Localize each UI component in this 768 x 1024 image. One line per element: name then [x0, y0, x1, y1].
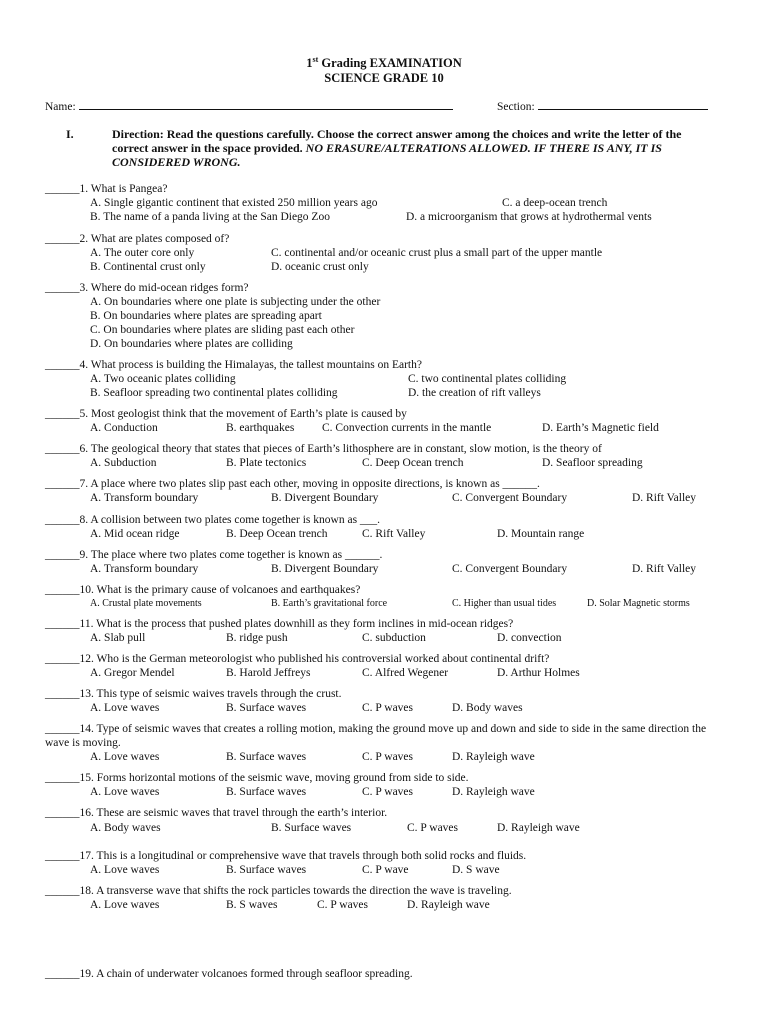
choice-3a: A. On boundaries where one plate is subjecting under the other — [90, 296, 381, 308]
question-7: ______7. A place where two plates slip past each other, moving in opposite directions, is known as ______. — [45, 478, 540, 490]
choice-6c: C. Deep Ocean trench — [362, 457, 464, 469]
question-16: ______16. These are seismic waves that travel through the earth’s interior. — [45, 807, 388, 819]
choice-17c: C. P wave — [362, 864, 409, 876]
choice-4d: D. the creation of rift valleys — [408, 387, 541, 399]
question-8: ______8. A collision between two plates come together is known as ___. — [45, 514, 381, 526]
choice-13a: A. Love waves — [90, 702, 160, 714]
choice-1c: C. a deep-ocean trench — [502, 197, 608, 209]
choice-14c: C. P waves — [362, 751, 414, 763]
choice-13c: C. P waves — [362, 702, 414, 714]
question-3: ______3. Where do mid-ocean ridges form? — [45, 282, 249, 294]
choice-14b: B. Surface waves — [226, 751, 307, 763]
choice-14a: A. Love waves — [90, 751, 160, 763]
direction-number: I. — [66, 127, 74, 141]
choice-11b: B. ridge push — [226, 632, 288, 644]
choice-7b: B. Divergent Boundary — [271, 492, 379, 504]
choice-11d: D. convection — [497, 632, 562, 644]
choice-6d: D. Seafloor spreading — [542, 457, 643, 469]
choice-3c: C. On boundaries where plates are sliding past each other — [90, 324, 355, 336]
choice-4b: B. Seafloor spreading two continental plates colliding — [90, 387, 338, 399]
choice-5c: C. Convection currents in the mantle — [322, 422, 492, 434]
section-line[interactable] — [538, 99, 708, 110]
question-18: ______18. A transverse wave that shifts the rock particles towards the direction the wave is traveling. — [45, 885, 512, 897]
choice-11c: C. subduction — [362, 632, 426, 644]
choice-1d: D. a microorganism that grows at hydrothermal vents — [406, 211, 652, 223]
choice-7a: A. Transform boundary — [90, 492, 199, 504]
section-label: Section: — [497, 101, 535, 113]
question-19: ______19. A chain of underwater volcanoes formed through seafloor spreading. — [45, 968, 413, 980]
choice-7d: D. Rift Valley — [632, 492, 696, 504]
question-15: ______15. Forms horizontal motions of the seismic wave, moving ground from side to side. — [45, 772, 469, 784]
choice-15c: C. P waves — [362, 786, 414, 798]
choice-9a: A. Transform boundary — [90, 563, 199, 575]
question-6: ______6. The geological theory that states that pieces of Earth’s lithosphere are in constant, slow motion, is the theory of — [45, 443, 602, 455]
question-14: ______14. Type of seismic waves that creates a rolling motion, making the ground move up and down and side to side in the same direction the wave is moving. — [45, 723, 707, 749]
section-field[interactable] — [497, 99, 708, 114]
choice-12a: A. Gregor Mendel — [90, 667, 175, 679]
exam-subtitle: SCIENCE GRADE 10 — [324, 71, 444, 85]
choice-16a: A. Body waves — [90, 822, 161, 834]
choice-18a: A. Love waves — [90, 899, 160, 911]
choice-9c: C. Convergent Boundary — [452, 563, 568, 575]
choice-12c: C. Alfred Wegener — [362, 667, 449, 679]
choice-6a: A. Subduction — [90, 457, 157, 469]
choice-1b: B. The name of a panda living at the San Diego Zoo — [90, 211, 330, 223]
choice-17b: B. Surface waves — [226, 864, 307, 876]
choice-16c: C. P waves — [407, 822, 459, 834]
choice-18c: C. P waves — [317, 899, 369, 911]
name-label: Name: — [45, 101, 76, 113]
choice-10b: B. Earth’s gravitational force — [271, 598, 388, 609]
choice-6b: B. Plate tectonics — [226, 457, 307, 469]
question-10: ______10. What is the primary cause of volcanoes and earthquakes? — [45, 584, 361, 596]
question-12: ______12. Who is the German meteorologist who published his controversial worked about continental drift? — [45, 653, 550, 665]
choice-10a: A. Crustal plate movements — [90, 598, 202, 609]
choice-5b: B. earthquakes — [226, 422, 295, 434]
choice-11a: A. Slab pull — [90, 632, 146, 644]
choice-3d: D. On boundaries where plates are colliding — [90, 338, 293, 350]
choice-8c: C. Rift Valley — [362, 528, 426, 540]
question-5: ______5. Most geologist think that the movement of Earth’s plate is caused by — [45, 408, 407, 420]
choice-7c: C. Convergent Boundary — [452, 492, 568, 504]
choice-5a: A. Conduction — [90, 422, 158, 434]
choice-14d: D. Rayleigh wave — [452, 751, 535, 763]
choice-15b: B. Surface waves — [226, 786, 307, 798]
choice-10d: D. Solar Magnetic storms — [587, 598, 690, 609]
choice-18d: D. Rayleigh wave — [407, 899, 490, 911]
question-13: ______13. This type of seismic waives travels through the crust. — [45, 688, 342, 700]
question-4: ______4. What process is building the Himalayas, the tallest mountains on Earth? — [45, 359, 422, 371]
choice-15a: A. Love waves — [90, 786, 160, 798]
choice-16b: B. Surface waves — [271, 822, 352, 834]
choice-3b: B. On boundaries where plates are spreading apart — [90, 310, 322, 322]
choice-13b: B. Surface waves — [226, 702, 307, 714]
choice-13d: D. Body waves — [452, 702, 523, 714]
choice-4c: C. two continental plates colliding — [408, 373, 567, 385]
question-11: ______11. What is the process that pushed plates downhill as they form inclines in mid-ocean ridges? — [45, 618, 514, 630]
question-1: ______1. What is Pangea? — [45, 183, 168, 195]
choice-10c: C. Higher than usual tides — [452, 598, 557, 609]
direction-instruction: Direction: Read the questions carefully. Choose the correct answer among the choices and write the letter of the correct answer in the space provided. — [112, 127, 682, 155]
choice-8a: A. Mid ocean ridge — [90, 528, 180, 540]
question-2: ______2. What are plates composed of? — [45, 233, 230, 245]
choice-9d: D. Rift Valley — [632, 563, 696, 575]
choice-18b: B. S waves — [226, 899, 278, 911]
choice-4a: A. Two oceanic plates colliding — [90, 373, 236, 385]
question-17: ______17. This is a longitudinal or comprehensive wave that travels through both solid rocks and fluids. — [45, 850, 527, 862]
choice-2d: D. oceanic crust only — [271, 261, 369, 273]
choice-5d: D. Earth’s Magnetic field — [542, 422, 659, 434]
choice-12b: B. Harold Jeffreys — [226, 667, 311, 679]
exam-title: 1st Grading EXAMINATION — [306, 54, 462, 70]
choice-12d: D. Arthur Holmes — [497, 667, 580, 679]
choice-2c: C. continental and/or oceanic crust plus a small part of the upper mantle — [271, 247, 603, 259]
direction-warning: NO ERASURE/ALTERATIONS ALLOWED. IF THERE IS ANY, IT IS CONSIDERED WRONG. — [112, 141, 662, 169]
choice-17d: D. S wave — [452, 864, 500, 876]
choice-17a: A. Love waves — [90, 864, 160, 876]
name-line[interactable] — [79, 99, 453, 110]
choice-9b: B. Divergent Boundary — [271, 563, 379, 575]
choice-16d: D. Rayleigh wave — [497, 822, 580, 834]
choice-8b: B. Deep Ocean trench — [226, 528, 328, 540]
choice-1a: A. Single gigantic continent that existed 250 million years ago — [90, 197, 378, 209]
choice-8d: D. Mountain range — [497, 528, 585, 540]
choice-2b: B. Continental crust only — [90, 261, 206, 273]
name-field[interactable] — [45, 99, 453, 114]
choice-15d: D. Rayleigh wave — [452, 786, 535, 798]
choice-2a: A. The outer core only — [90, 247, 195, 259]
direction-text — [112, 127, 712, 169]
question-9: ______9. The place where two plates come together is known as ______. — [45, 549, 383, 561]
